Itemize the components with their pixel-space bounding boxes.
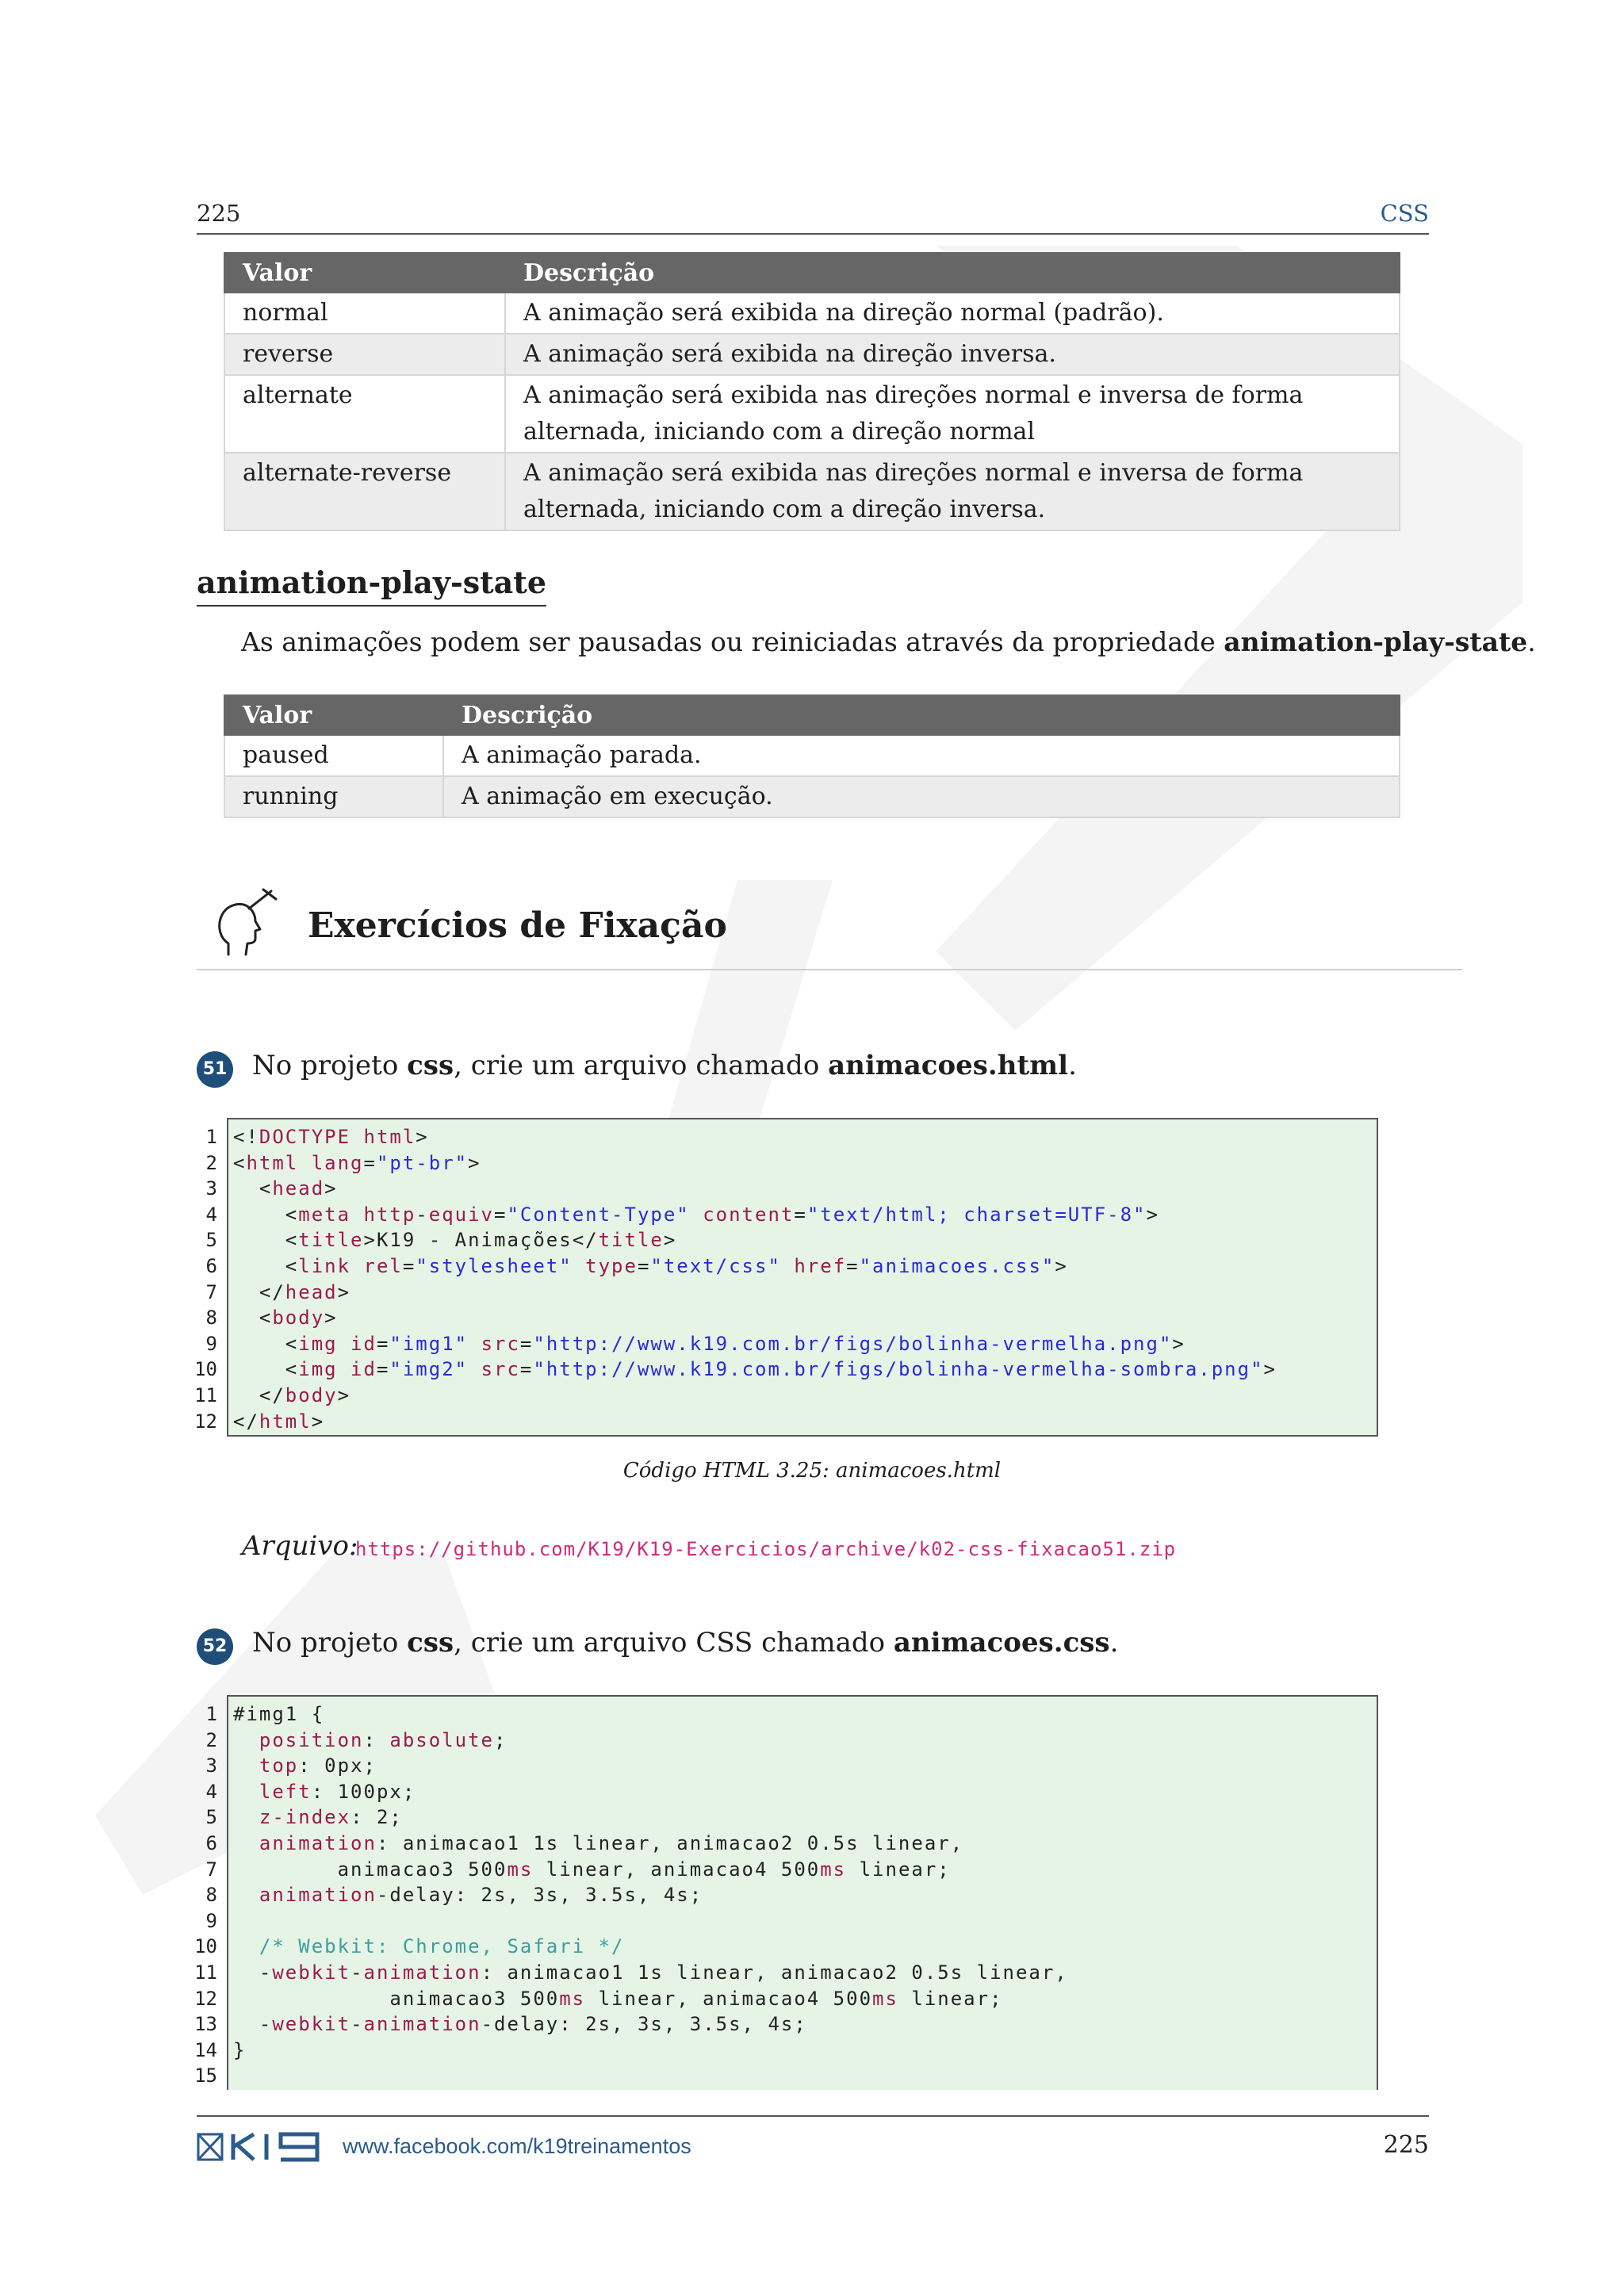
code-line (233, 1728, 1068, 1754)
code-token: body (272, 1307, 325, 1330)
code-token: - (416, 1203, 429, 1226)
code-token: - (233, 2013, 273, 2036)
code-token: rel (363, 1254, 403, 1277)
arquivo-label: Arquivo: (242, 1530, 358, 1562)
line-number: 7 (205, 1858, 217, 1881)
line-number: 2 (205, 1151, 217, 1174)
line-number: 12 (194, 1410, 217, 1433)
code-area (227, 1118, 1378, 1437)
code-token: : (363, 1728, 390, 1751)
code-token: http (363, 1203, 416, 1226)
code-token: DOCTYPE html (259, 1126, 416, 1148)
code-token: top (259, 1755, 299, 1777)
line-number: 5 (205, 1229, 217, 1252)
line-numbers (190, 1124, 217, 1434)
code-token (233, 1832, 259, 1854)
line-number: 14 (194, 2038, 217, 2061)
code-token: animation (259, 1884, 377, 1907)
line-number: 8 (205, 1307, 217, 1330)
code-token: "stylesheet" (416, 1254, 586, 1277)
line-number: 13 (194, 2013, 217, 2036)
code-token: absolute (389, 1728, 494, 1751)
exercises-header (197, 886, 1462, 970)
line-number: 12 (194, 1987, 217, 2010)
code-token: </ (233, 1383, 285, 1406)
code-token: - (233, 1961, 273, 1984)
code-token: animation (363, 1961, 481, 1984)
code-token: meta (298, 1203, 364, 1226)
line-number: 3 (205, 1755, 217, 1777)
code-line (233, 1960, 1068, 1986)
code-line (233, 1701, 1068, 1728)
value-cell: alternate (224, 375, 505, 453)
line-number: 10 (194, 1358, 217, 1381)
code-token: > (468, 1151, 481, 1174)
line-number: 10 (194, 1935, 217, 1958)
code-token (233, 1884, 259, 1906)
code-token (233, 1781, 259, 1803)
code-token: link (298, 1254, 364, 1277)
code-token: = (402, 1254, 416, 1277)
code-line (233, 1150, 1277, 1177)
code-line (233, 1383, 1277, 1409)
code-token: animacao3 500 (233, 1987, 560, 2010)
code-line (233, 1176, 1277, 1202)
line-number: 1 (205, 1126, 217, 1148)
code-token: - (350, 1961, 364, 1984)
code-token: </ (233, 1410, 259, 1433)
code-token: body (285, 1383, 338, 1406)
code-line (233, 1908, 1068, 1934)
code-token: : animacao1 1s linear, animacao2 0.5s linear, (481, 1961, 1068, 1984)
code-line (233, 1804, 1068, 1831)
code-token: < (233, 1151, 247, 1174)
table-header-row (224, 253, 1400, 293)
code-token: < (233, 1332, 299, 1355)
code-area (227, 1695, 1378, 2090)
code-token: animation (363, 2013, 481, 2036)
code-token: animacao3 500 (233, 1858, 508, 1881)
code-token: img (298, 1358, 351, 1381)
table-row (224, 293, 1400, 334)
table-header-row (224, 695, 1400, 735)
page-header (197, 195, 1429, 235)
code-caption: Código HTML 3.25: animacoes.html (622, 1459, 1002, 1483)
code-token: > (1263, 1358, 1277, 1381)
header-chapter: CSS (1380, 200, 1429, 227)
code-token: > (1055, 1254, 1068, 1277)
code-token: = (376, 1358, 390, 1381)
description-cell: A animação será exibida nas direções normal e inversa de forma alternada, iniciando com a direção normal (505, 375, 1400, 453)
code-token: = (494, 1203, 508, 1226)
code-line (233, 1857, 1068, 1883)
k19-logo (197, 2131, 320, 2163)
code-token: #img1 { (233, 1703, 325, 1725)
code-token: } (233, 2038, 247, 2061)
code-token: <! (233, 1126, 259, 1148)
code-token: : 2; (350, 1806, 403, 1829)
code-line (233, 1202, 1277, 1228)
column-header: Descrição (443, 695, 1400, 735)
code-token: ; (494, 1728, 508, 1751)
line-number: 6 (205, 1831, 217, 1854)
code-token: id (350, 1332, 377, 1355)
code-token: left (259, 1780, 312, 1803)
code-token (233, 1806, 259, 1828)
code-token: = (363, 1151, 377, 1174)
code-token: "text/css" (650, 1254, 795, 1277)
code-token: < (233, 1358, 299, 1381)
table-row (224, 453, 1400, 530)
code-token: "pt-br" (376, 1151, 469, 1174)
code-line (233, 1779, 1068, 1805)
code-line (233, 1882, 1068, 1908)
code-token: src (481, 1358, 520, 1381)
code-line (233, 2011, 1068, 2038)
code-line (233, 1305, 1277, 1331)
code-token: animation (259, 1831, 377, 1854)
code-token: > (311, 1410, 325, 1433)
code-token: webkit (272, 2013, 351, 2036)
description-cell: A animação será exibida nas direções normal e inversa de forma alternada, iniciando com a direção inversa. (505, 453, 1400, 530)
line-number: 4 (205, 1203, 217, 1226)
code-token: "img2" (389, 1358, 481, 1381)
code-token: ms (872, 1987, 898, 2010)
code-token: src (481, 1332, 520, 1355)
code-token: = (794, 1203, 807, 1226)
code-token: ms (507, 1858, 534, 1881)
code-token: html (246, 1151, 312, 1174)
value-cell: running (224, 776, 443, 817)
head-hammer-icon (211, 886, 278, 958)
code-token: > (416, 1126, 429, 1148)
arquivo-link[interactable]: https://github.com/K19/K19-Exercicios/archive/k02-css-fixacao51.zip (355, 1538, 1177, 1560)
code-token: : 100px; (311, 1780, 416, 1803)
code-line (233, 2038, 1068, 2064)
line-number: 2 (205, 1728, 217, 1751)
code-token: id (350, 1358, 377, 1381)
description-cell: A animação parada. (443, 735, 1400, 776)
table-row (224, 334, 1400, 375)
code-line (233, 1280, 1277, 1306)
code-line (233, 2063, 1068, 2089)
code-token: webkit (272, 1961, 351, 1984)
code-token: = (376, 1332, 390, 1355)
code-token: - (350, 2013, 364, 2036)
code-token: title (598, 1229, 664, 1252)
code-token: = (637, 1254, 651, 1277)
code-token: title (298, 1229, 364, 1252)
code-token: linear; (846, 1858, 951, 1881)
code-line (233, 1253, 1277, 1280)
column-header: Valor (224, 253, 505, 293)
code-token: html (259, 1410, 312, 1433)
code-token: head (272, 1177, 325, 1200)
code-token: < (233, 1229, 299, 1252)
direction-table (224, 252, 1400, 531)
header-page-number: 225 (197, 200, 241, 227)
code-token: "http://www.k19.com.br/figs/bolinha-vermelha-sombra.png" (533, 1358, 1264, 1381)
code-token: < (233, 1203, 299, 1226)
exercise-instruction: No projeto css, crie um arquivo chamado animacoes.html. (252, 1050, 1077, 1081)
value-cell: normal (224, 293, 505, 334)
code-token: content (703, 1203, 795, 1226)
code-line (233, 1753, 1068, 1779)
code-token: "text/html; charset=UTF-8" (806, 1203, 1147, 1226)
code-token: < (233, 1254, 299, 1277)
line-number: 4 (205, 1780, 217, 1803)
line-number: 11 (194, 1961, 217, 1984)
code-token: > (1172, 1332, 1185, 1355)
value-cell: reverse (224, 334, 505, 375)
code-token: : 0px; (298, 1755, 377, 1777)
footer-facebook-link[interactable]: www.facebook.com/k19treinamentos (343, 2134, 691, 2158)
value-cell: paused (224, 735, 443, 776)
code-token: "img1" (389, 1332, 481, 1355)
code-line (233, 1409, 1277, 1435)
code-token: = (519, 1332, 534, 1355)
code-token: "http://www.k19.com.br/figs/bolinha-vermelha.png" (533, 1332, 1173, 1355)
code-token (233, 1755, 259, 1777)
code-token (233, 1935, 259, 1957)
code-token: > (663, 1229, 677, 1252)
line-number: 9 (205, 1332, 217, 1355)
line-number: 15 (194, 2064, 217, 2087)
code-token: : animacao1 1s linear, animacao2 0.5s linear, (376, 1831, 964, 1854)
column-header: Descrição (505, 253, 1400, 293)
column-header: Valor (224, 695, 443, 735)
code-token: linear, animacao4 500 (533, 1858, 821, 1881)
line-numbers (190, 1701, 217, 2089)
code-token: < (233, 1307, 273, 1330)
line-number: 1 (205, 1703, 217, 1725)
code-token: < (233, 1177, 273, 1200)
code-token: > (337, 1383, 351, 1406)
code-token: href (794, 1254, 847, 1277)
code-token: "animacoes.css" (859, 1254, 1055, 1277)
code-token: linear; (898, 1987, 1003, 2010)
description-cell: A animação em execução. (443, 776, 1400, 817)
code-lines (233, 1701, 1068, 2089)
code-line (233, 1986, 1068, 2012)
exercises-title: Exercícios de Fixação (308, 905, 727, 946)
line-number: 3 (205, 1177, 217, 1200)
page-footer (197, 2115, 1429, 2164)
line-number: 11 (194, 1383, 217, 1406)
code-line (233, 1331, 1277, 1357)
code-token: position (259, 1728, 364, 1751)
code-token: > (324, 1177, 338, 1200)
exercise-number-badge: 52 (197, 1628, 233, 1665)
code-token: > (1146, 1203, 1159, 1226)
code-token: ms (820, 1858, 847, 1881)
code-token: head (285, 1280, 338, 1303)
exercise-instruction: No projeto css, crie um arquivo CSS chamado animacoes.css. (252, 1627, 1119, 1659)
code-line (233, 1831, 1068, 1857)
code-line (233, 1124, 1277, 1150)
code-token: > (324, 1307, 338, 1330)
description-cell: A animação será exibida na direção normal (padrão). (505, 293, 1400, 334)
code-token: z-index (259, 1806, 351, 1829)
exercise-number-badge: 51 (197, 1051, 233, 1088)
play-state-table (224, 695, 1400, 818)
line-number: 9 (205, 1909, 217, 1932)
code-token: > (337, 1280, 351, 1303)
code-token: -delay: 2s, 3s, 3.5s, 4s; (481, 2013, 807, 2036)
code-token (233, 1729, 259, 1751)
code-lines (233, 1124, 1277, 1434)
code-token: /* Webkit: Chrome, Safari */ (259, 1935, 625, 1958)
table-row (224, 776, 1400, 817)
code-token: -delay: 2s, 3s, 3.5s, 4s; (376, 1884, 703, 1907)
footer-page-number: 225 (1383, 2131, 1429, 2159)
section-title: animation-play-state (197, 564, 546, 607)
code-line (233, 1934, 1068, 1960)
code-token: img (298, 1332, 351, 1355)
code-token: ms (559, 1987, 586, 2010)
line-number: 5 (205, 1806, 217, 1829)
code-line (233, 1357, 1277, 1383)
table-row (224, 735, 1400, 776)
code-token: linear, animacao4 500 (585, 1987, 873, 2010)
code-token: = (846, 1254, 860, 1277)
table-row (224, 375, 1400, 453)
line-number: 6 (205, 1254, 217, 1277)
code-token: = (519, 1358, 534, 1381)
value-cell: alternate-reverse (224, 453, 505, 530)
code-line (233, 1227, 1277, 1253)
code-token: equiv (428, 1203, 494, 1226)
section-paragraph: As animações podem ser pausadas ou reiniciadas através da propriedade animation-play-state. (241, 626, 1536, 657)
line-number: 8 (205, 1884, 217, 1907)
code-token: type (585, 1254, 638, 1277)
description-cell: A animação será exibida na direção inversa. (505, 334, 1400, 375)
code-token: </ (233, 1280, 285, 1303)
code-token: "Content-Type" (507, 1203, 703, 1226)
code-token: lang (311, 1151, 364, 1174)
code-token: >K19 - Animações</ (363, 1229, 599, 1252)
line-number: 7 (205, 1280, 217, 1303)
